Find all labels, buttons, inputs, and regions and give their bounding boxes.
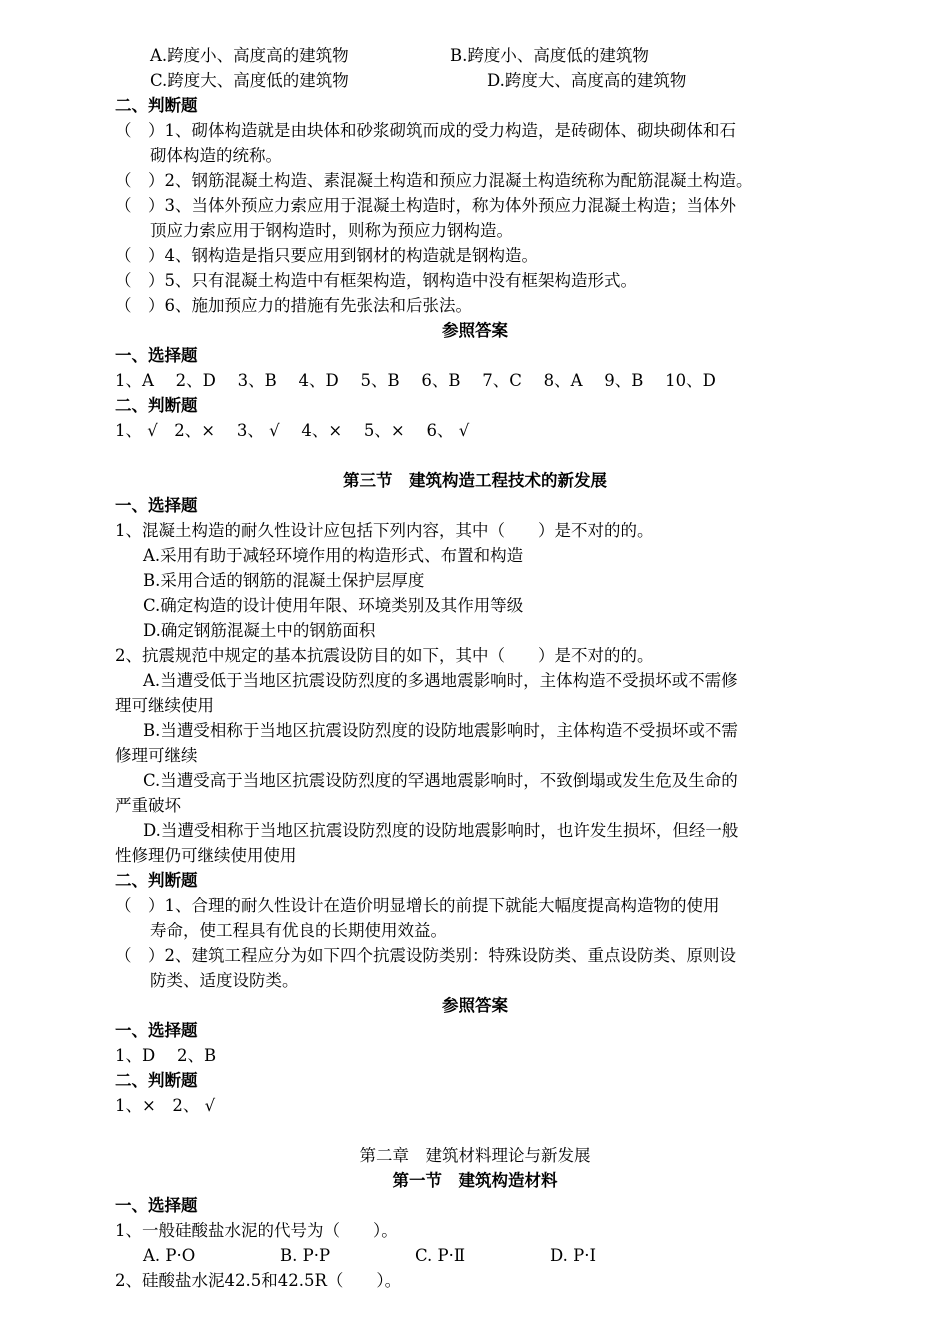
tf-item: （ ）2、建筑工程应分为如下四个抗震设防类别：特殊设防类、重点设防类、原则设 <box>115 946 736 965</box>
option-text: B.当遭受相称于当地区抗震设防烈度的设防地震影响时，主体构造不受损坏或不需 <box>143 721 738 740</box>
tf-heading: 二、判断题 <box>115 96 198 115</box>
option-text: C.当遭受高于当地区抗震设防烈度的罕遇地震影响时，不致倒塌或发生危及生命的 <box>143 771 738 790</box>
tf-item-cont: 顶应力索应用于钢构造时，则称为预应力钢构造。 <box>150 221 513 240</box>
tf-item-cont: 砌体构造的统称。 <box>150 146 282 165</box>
tf-item: （ ）1、合理的耐久性设计在造价明显增长的前提下就能大幅度提高构造物的使用 <box>115 896 720 915</box>
answers-title: 参照答案 <box>442 996 508 1015</box>
section-title: 第三节 建筑构造工程技术的新发展 <box>343 471 607 490</box>
option-text: C.确定构造的设计使用年限、环境类别及其作用等级 <box>143 596 524 615</box>
option-a: A.跨度小、高度高的建筑物 <box>150 46 349 65</box>
mc-answers: 1、A 2、D 3、B 4、D 5、B 6、B 7、C 8、A 9、B 10、D <box>115 371 716 390</box>
tf-item-cont: 防类、适度设防类。 <box>150 971 299 990</box>
option-d: D.跨度大、高度高的建筑物 <box>487 71 687 90</box>
option-text: D.确定钢筋混凝土中的钢筋面积 <box>143 621 376 640</box>
mc-heading: 一、选择题 <box>115 1021 198 1040</box>
option-text-cont: 严重破坏 <box>115 796 181 815</box>
tf-heading: 二、判断题 <box>115 871 198 890</box>
mc-heading: 一、选择题 <box>115 1196 198 1215</box>
option-a: A. P·O <box>143 1246 196 1265</box>
tf-item: （ ）6、施加预应力的措施有先张法和后张法。 <box>115 296 472 315</box>
tf-item: （ ）2、钢筋混凝土构造、素混凝土构造和预应力混凝土构造统称为配筋混凝土构造。 <box>115 171 753 190</box>
option-text: A.采用有助于减轻环境作用的构造形式、布置和构造 <box>143 546 524 565</box>
option-c: C.跨度大、高度低的建筑物 <box>150 71 349 90</box>
option-d: D. P·Ⅰ <box>550 1246 596 1265</box>
tf-heading: 二、判断题 <box>115 396 198 415</box>
question-text: 2、抗震规范中规定的基本抗震设防目的如下，其中（ ）是不对的的。 <box>115 646 654 665</box>
chapter-title: 第二章 建筑材料理论与新发展 <box>359 1146 591 1165</box>
mc-heading: 一、选择题 <box>115 496 198 515</box>
option-text-cont: 理可继续使用 <box>115 696 214 715</box>
question-text: 1、混凝土构造的耐久性设计应包括下列内容，其中（ ）是不对的的。 <box>115 521 654 540</box>
question-text: 2、硅酸盐水泥42.5和42.5R（ ）。 <box>115 1271 402 1290</box>
tf-item: （ ）5、只有混凝土构造中有框架构造，钢构造中没有框架构造形式。 <box>115 271 637 290</box>
tf-item: （ ）4、钢构造是指只要应用到钢材的构造就是钢构造。 <box>115 246 538 265</box>
option-b: B. P·P <box>280 1246 331 1265</box>
tf-heading: 二、判断题 <box>115 1071 198 1090</box>
option-text: D.当遭受相称于当地区抗震设防烈度的设防地震影响时，也许发生损坏，但经一般 <box>143 821 739 840</box>
mc-heading: 一、选择题 <box>115 346 198 365</box>
tf-item: （ ）3、当体外预应力索应用于混凝土构造时，称为体外预应力混凝土构造；当体外 <box>115 196 736 215</box>
option-text-cont: 性修理仍可继续使用使用 <box>115 846 297 865</box>
question-text: 1、一般硅酸盐水泥的代号为（ ）。 <box>115 1221 398 1240</box>
tf-item-cont: 寿命，使工程具有优良的长期使用效益。 <box>150 921 447 940</box>
option-text: A.当遭受低于当地区抗震设防烈度的多遇地震影响时，主体构造不受损坏或不需修 <box>143 671 738 690</box>
answers-title: 参照答案 <box>442 321 508 340</box>
option-text-cont: 修理可继续 <box>115 746 198 765</box>
option-c: C. P·Ⅱ <box>415 1246 466 1265</box>
mc-answers: 1、D 2、B <box>115 1046 217 1065</box>
option-text: B.采用合适的钢筋的混凝土保护层厚度 <box>143 571 425 590</box>
option-b: B.跨度小、高度低的建筑物 <box>450 46 649 65</box>
tf-answers: 1、× 2、 √ <box>115 1096 216 1115</box>
section-title: 第一节 建筑构造材料 <box>392 1171 558 1190</box>
tf-item: （ ）1、砌体构造就是由块体和砂浆砌筑而成的受力构造，是砖砌体、砌块砌体和石 <box>115 121 736 140</box>
tf-answers: 1、 √ 2、× 3、 √ 4、× 5、× 6、 √ <box>115 421 470 440</box>
